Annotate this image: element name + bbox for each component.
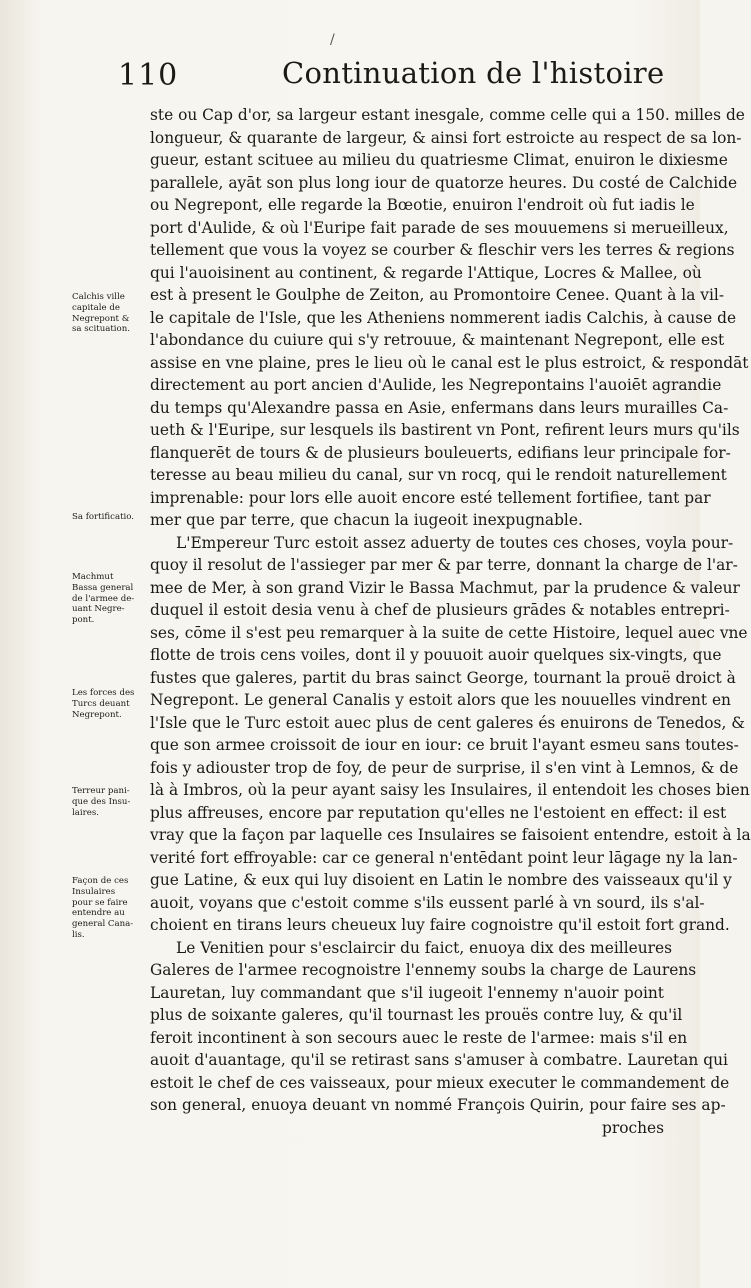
text-line: imprenable: pour lors elle auoit encore esté tellement fortifiee, tant par — [150, 488, 711, 507]
text-line: longueur, & quarante de largeur, & ainsi fort estroicte au respect de sa lon- — [150, 128, 742, 147]
text-line: mer que par terre, que chacun la iugeoit inexpugnable. — [150, 511, 583, 529]
pen-mark: / — [330, 32, 335, 48]
text-line: quoy il resolut de l'assieger par mer & par terre, donnant la charge de l'ar- — [150, 556, 738, 574]
text-line: Lauretan, luy commandant que s'il iugeoit l'ennemy n'auoir point — [150, 983, 664, 1002]
page-number: 110 — [118, 58, 179, 93]
margin-note-terreur: Terreur pani- que des Insu- laires. — [72, 786, 131, 818]
text-line: estoit le chef de ces vaisseaux, pour mieux executer le commandement de — [150, 1073, 730, 1092]
text-line: l'abondance du cuiure qui s'y retrouue, & maintenant Negrepont, elle est — [150, 331, 725, 349]
text-line: gue Latine, & eux qui luy disoient en Latin le nombre des vaisseaux qu'il y — [150, 871, 732, 889]
text-line: plus de soixante galeres, qu'il tournast les prouës contre luy, & qu'il — [150, 1006, 683, 1024]
margin-note-calchis: Calchis ville capitale de Negrepont & sa scituation. — [72, 292, 130, 335]
text-line: que son armee croissoit de iour en iour: ce bruit l'ayant esmeu sans toutes- — [150, 736, 739, 754]
text-line: l'Isle que le Turc estoit auec plus de cent galeres és enuirons de Tenedos, & — [150, 713, 745, 732]
body-text — [150, 104, 751, 1139]
text-line: assise en vne plaine, pres le lieu où le canal est le plus estroict, & respondāt — [150, 353, 749, 372]
text-line: flanquerēt de tours & de plusieurs bouleuerts, edifians leur principale for- — [150, 443, 731, 462]
text-line: L'Empereur Turc estoit assez aduerty de toutes ces choses, voyla pour- — [176, 533, 734, 552]
text-line: proches — [601, 1118, 664, 1137]
text-line: tellement que vous la voyez se courber & fleschir vers les terres & regions — [150, 241, 735, 259]
margin-note-forces: Les forces des Turcs deuant Negrepont. — [72, 688, 135, 720]
text-line: qui l'auoisinent au continent, & regarde l'Attique, Locres & Mallee, où — [150, 263, 702, 282]
text-line: port d'Aulide, & où l'Euripe fait parade de ses mouuemens si merueilleux, — [150, 218, 729, 237]
running-title: Continuation de l'histoire — [282, 56, 665, 90]
text-line: ueth & l'Euripe, sur lesquels ils bastirent vn Pont, refirent leurs murs qu'ils — [150, 421, 740, 439]
text-line: gueur, estant scituee au milieu du quatriesme Climat, enuiron le dixiesme — [150, 151, 728, 169]
text-line: plus affreuses, encore par reputation qu'elles ne l'estoient en effect: il est — [150, 803, 727, 822]
text-line: est à present le Goulphe de Zeiton, au Promontoire Cenee. Quant à la vil- — [150, 286, 725, 304]
text-line: vray que la façon par laquelle ces Insulaires se faisoient entendre, estoit à la — [150, 826, 751, 844]
text-line: duquel il estoit desia venu à chef de plusieurs grādes & notables entrepri- — [150, 601, 730, 619]
margin-note-fortification: Sa fortificatio. — [72, 512, 135, 522]
text-line: Galeres de l'armee recognoistre l'ennemy soubs la charge de Laurens — [150, 961, 697, 979]
text-line: fustes que galeres, partit du bras sainct George, tournant la prouë droict à — [150, 668, 736, 687]
margin-note-facon: Façon de ces Insulaires pour se faire entendre au general Cana- lis. — [72, 876, 134, 940]
text-line: teresse au beau milieu du canal, sur vn rocq, qui le rendoit naturellement — [150, 466, 727, 484]
text-line: ou Negrepont, elle regarde la Bœotie, enuiron l'endroit où fut iadis le — [150, 196, 695, 214]
text-line: auoit, voyans que c'estoit comme s'ils eussent parlé à vn sourd, ils s'al- — [150, 893, 705, 912]
text-line: ste ou Cap d'or, sa largeur estant inesgale, comme celle qui a 150. milles de — [150, 106, 745, 124]
text-line: Negrepont. Le general Canalis y estoit alors que les nouuelles vindrent en — [150, 691, 731, 709]
text-line: son general, enuoya deuant vn nommé François Quirin, pour faire ses ap- — [150, 1096, 726, 1114]
text-line: ses, cōme il s'est peu remarquer à la suite de cette Histoire, lequel auec vne — [150, 623, 748, 642]
text-line: là à Imbros, où la peur ayant saisy les Insulaires, il entendoit les choses bien — [150, 781, 750, 799]
text-line: fois y adiouster trop de foy, de peur de surprise, il s'en vint à Lemnos, & de — [150, 758, 739, 777]
text-line: verité fort effroyable: car ce general n'entēdant point leur lāgage ny la lan- — [150, 848, 738, 867]
text-line: auoit d'auantage, qu'il se retirast sans s'amuser à combatre. Lauretan qui — [150, 1051, 728, 1069]
margin-note-machmut: Machmut Bassa general de l'armee de- uant Negre- pont. — [72, 572, 135, 626]
text-line: le capitale de l'Isle, que les Atheniens nommerent iadis Calchis, à cause de — [150, 308, 737, 327]
text-line: mee de Mer, à son grand Vizir le Bassa Machmut, par la prudence & valeur — [150, 578, 740, 597]
text-line: choient en tirans leurs cheueux luy faire cognoistre qu'il estoit fort grand. — [150, 916, 730, 934]
text-line: feroit incontinent à son secours auec le reste de l'armee: mais s'il en — [150, 1028, 688, 1047]
text-line: parallele, ayāt son plus long iour de quatorze heures. Du costé de Calchide — [150, 173, 738, 192]
text-line: directement au port ancien d'Aulide, les Negrepontains l'auoiēt agrandie — [150, 376, 722, 394]
text-line: du temps qu'Alexandre passa en Asie, enfermans dans leurs murailles Ca- — [150, 398, 729, 417]
text-line: flotte de trois cens voiles, dont il y pouuoit auoir quelques six-vingts, que — [150, 646, 722, 664]
text-line: Le Venitien pour s'esclaircir du faict, enuoya dix des meilleures — [176, 938, 673, 957]
